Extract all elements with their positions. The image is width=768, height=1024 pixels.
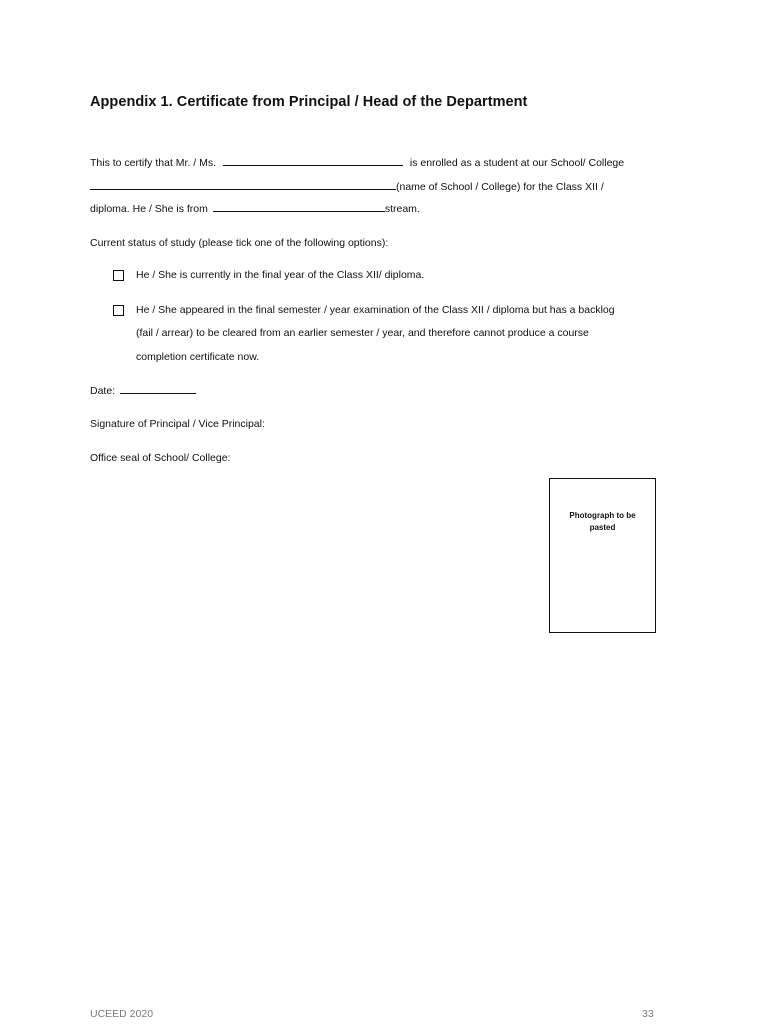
- date-row: [90, 383, 196, 398]
- photograph-box: [549, 478, 656, 633]
- footer-left: UCEED 2020: [90, 1008, 154, 1020]
- page-number: 33: [642, 1008, 654, 1020]
- certify-line-3-suffix: stream.: [384, 203, 420, 215]
- option-1-checkbox[interactable]: [113, 270, 124, 281]
- signature-label: Signature of Principal / Vice Principal:: [90, 418, 265, 430]
- photo-label: [550, 510, 655, 534]
- date-blank[interactable]: [120, 383, 196, 394]
- certify-line-1-suffix: is enrolled as a student at our School/ College: [409, 157, 625, 169]
- option-2-text-line-3: completion certificate now.: [136, 351, 260, 363]
- status-heading: Current status of study (please tick one of the following options):: [90, 237, 389, 249]
- certify-line-2: [90, 179, 604, 194]
- certify-line-1: [90, 155, 624, 170]
- certify-line-1-prefix: This to certify that Mr. / Ms.: [90, 157, 217, 169]
- option-2-checkbox[interactable]: [113, 305, 124, 316]
- date-label: Date:: [90, 385, 116, 397]
- certify-line-3: [90, 201, 420, 216]
- stream-blank[interactable]: [213, 201, 385, 212]
- certify-line-2-suffix: (name of School / College) for the Class XII /: [396, 181, 604, 193]
- certify-line-3-prefix: diploma. He / She is from: [90, 203, 208, 215]
- option-2-text-line-2: (fail / arrear) to be cleared from an earlier semester / year, and therefore cannot produce a course: [136, 327, 589, 339]
- photo-label-text: Photograph to be pasted: [569, 511, 636, 532]
- page-title: Appendix 1. Certificate from Principal / Head of the Department: [90, 94, 528, 110]
- option-2-text-line-1: He / She appeared in the final semester / year examination of the Class XII / diploma but has a backlog: [136, 304, 615, 316]
- student-name-blank[interactable]: [223, 155, 403, 166]
- school-name-blank[interactable]: [90, 179, 396, 190]
- option-1-text: He / She is currently in the final year of the Class XII/ diploma.: [136, 269, 425, 281]
- seal-label: Office seal of School/ College:: [90, 452, 231, 464]
